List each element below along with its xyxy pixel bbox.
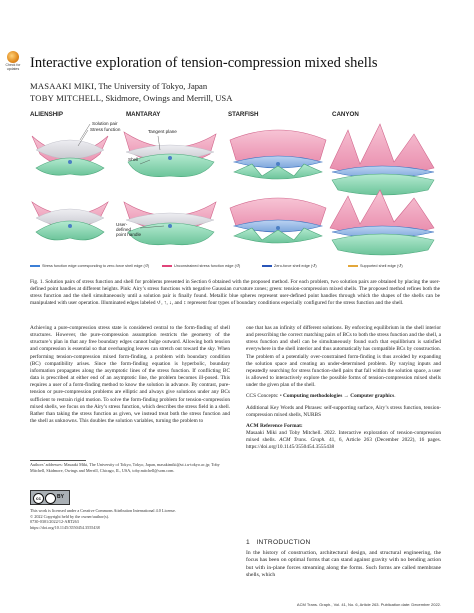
legend-item [262,263,317,268]
badge-text: Check for updates [5,63,21,71]
license-badge-label: BY [57,494,64,500]
ccs-end: . [394,393,396,400]
canyon-panel [330,124,434,255]
ccs-label: CCS Concepts: • [246,393,284,400]
abstract-left-column [30,325,230,429]
keywords: Additional Key Words and Phrases: self-supporting surface, Airy’s stress function, tension-compression mixed shells, NURBS [246,404,441,418]
author-name: TOBY MITCHELL [30,93,102,103]
update-badge-icon [7,51,19,63]
reference-journal: ACM Trans. Graph. [279,437,326,444]
legend-label: Zero-force shell edge (↺) [274,264,317,268]
reference-heading [246,423,441,430]
reference-text[interactable]: 41, 6, Article 263 (December 2022), 16 pages. https://doi.org/10.1145/3550454.3555438 [246,437,442,451]
abstract-paragraph: one that has an infinity of different solutions. By enforcing equilibrium in the shell interior and prescribing the correct matching pairs of BCs to both the stress function and the shell, a stress function and shell can be simultaneously found such that equilibrium is satisfied everywhere in the shell interior and thus automatically has compatible BCs by construction. The problem of a potentially over-constrained form-finding is thus avoided by expanding the solution space and creating an under-determined problem. By varying inputs and repeatedly searching for stress function-shell pairs that fall within the solution space, a user is allowed to interactively explore the possible forms of tension-compression mixed shells under the given plan of the shell. [246,325,441,389]
annotation-stress-function: Stress function [90,127,121,132]
annotation-solution-pair: Solution pair [92,121,118,126]
ccs-value[interactable]: Computing methodologies → Computer graphics [283,393,395,400]
alienship-panel [32,136,108,240]
abstract-paragraph: Achieving a pure-compression stress state is considered central to the form-finding of shell structures. However, the pure-compression assumption restricts the geometry of the structure’s plan in that any free boundary edges cannot bulge outward. Allowing both tension and compression is essential so that overhanging leaves can stretch out toward the sky. When performing tension-compression mixed form-finding, a problem with boundary condition (BC) compatibility arises. Since the form-finding equation is hyperbolic, boundary information propagates along the asymptotic lines of the stress function. If conflicting BC data is prescribed at either end of an asymptotic line, the problem becomes ill-posed. This requires a user of a form-finding method to know the solution in advance. By contrast, pure-tension or pure-compression problems are elliptic and always give solutions under any BCs sufficient to restrain rigid motion. To solve the form-finding problem for tension-compression mixed shells, we focus on the Airy’s stress function, which describes the stress field in a shell. Rather than taking the stress function as given, we instead treat both the stress function and the shell as unknowns. This doubles the solution variables, turning the problem to [30,325,230,425]
author-affiliation: , The University of Tokyo, Japan [94,81,208,91]
legend-label: Unconstrained stress function edge (↺) [174,264,241,268]
legend-swatch [262,265,272,267]
paper-title: Interactive exploration of tension-compression mixed shells [30,55,378,71]
author-name: MASAAKI MIKI [30,81,95,91]
legend-label: Stress function edge corresponding to zero-force shell edge (↺) [42,264,150,268]
cc-by-license-badge[interactable] [30,490,70,505]
author-addresses: Authors’ addresses: Masaaki Miki, The University of Tokyo, Tokyo, Japan, masakimiki@ut.t.u-tokyo.ac.jp; Toby Mitchell, Skidmore, Owings and Merrill, Chicago, IL, USA, toby.mitchell@som.com. [30,462,220,473]
legend-swatch [348,265,358,267]
reference-heading-text: ACM Reference Format: [246,422,303,429]
starfish-panel [230,130,326,243]
annotation-point-handle: User-defined point handle [116,222,142,237]
annotation-tangent-plane: Tangent plane [148,129,177,134]
legend-item [162,263,240,268]
section-heading [246,539,311,546]
panel-label-canyon: CANYON [332,111,359,118]
section-number: 1 [246,539,250,546]
panel-label-alienship: ALIENSHIP [30,111,64,118]
annotation-shell: Shell [128,157,139,162]
attribution-person-icon [45,493,56,504]
copyright-text: © 2022 Copyright held by the owner/author(s). [30,513,110,519]
ccs-concepts [246,393,441,400]
panel-label-starfish: STARFISH [228,111,259,118]
introduction-paragraph: In the history of construction, architectural design, and structural engineering, the focus has been on optimal forms that can stand against gravity with no bending action but with in-plane forces streaming along the forms. Such forms are called membrane shells, which [246,550,441,579]
author-affiliation: , Skidmore, Owings and Merrill, USA [101,93,233,103]
doi-link[interactable]: https://doi.org/10.1145/3550454.3555438 [30,524,100,530]
creative-commons-icon: cc [33,493,44,504]
check-for-updates-badge[interactable] [6,51,20,71]
teaser-figure [30,110,440,274]
abstract-right-column [246,325,441,456]
section-title: INTRODUCTION [256,539,311,546]
legend-swatch [162,265,172,267]
author-line-2 [30,93,232,103]
figure-caption: Fig. 1. Solution pairs of stress function and shell for problems presented in Section 6 obtained with the proposed method. For each problem, two solution pairs are obtained by placing the user-defined point handles at different heights. Pink: Airy’s stress functions with negative Gaussian curvature zones; green: tension-compression mixed shells. The proposed method refines both the stress function and the shell simultaneously until a solution pair is finally found. Metallic blue spheres represent user-defined point handles through which the shapes of the shells can be manipulated with user operation. Illuminated edges labeled ↺, ↑, ↓, and ↕ represent four types of boundary conditions especially configured for the stress function and the shell. [30,279,440,307]
running-footer: ACM Trans. Graph., Vol. 41, No. 6, Article 263. Publication date: December 2022. [296,602,441,607]
author-line-1 [30,81,207,91]
reference-format [246,430,441,451]
footnote-rule [30,460,86,461]
figure-illustration [30,110,440,262]
figure-legend [30,262,440,272]
reference-text: Masaaki Miki and Toby Mitchell. 2022. Interactive exploration of tension-compression mixed shells. [246,430,441,444]
license-block [30,508,230,530]
legend-label: Supported shell edge (↺) [360,264,403,268]
license-text: This work is licensed under a Creative Commons Attribution International 4.0 License. [30,508,176,513]
legend-item [30,263,149,268]
panel-label-mantaray: MANTARAY [126,111,161,118]
legend-swatch [30,265,40,267]
issn-text: 0730-0301/2022/12-ART263 [30,519,79,525]
legend-item [348,263,403,268]
